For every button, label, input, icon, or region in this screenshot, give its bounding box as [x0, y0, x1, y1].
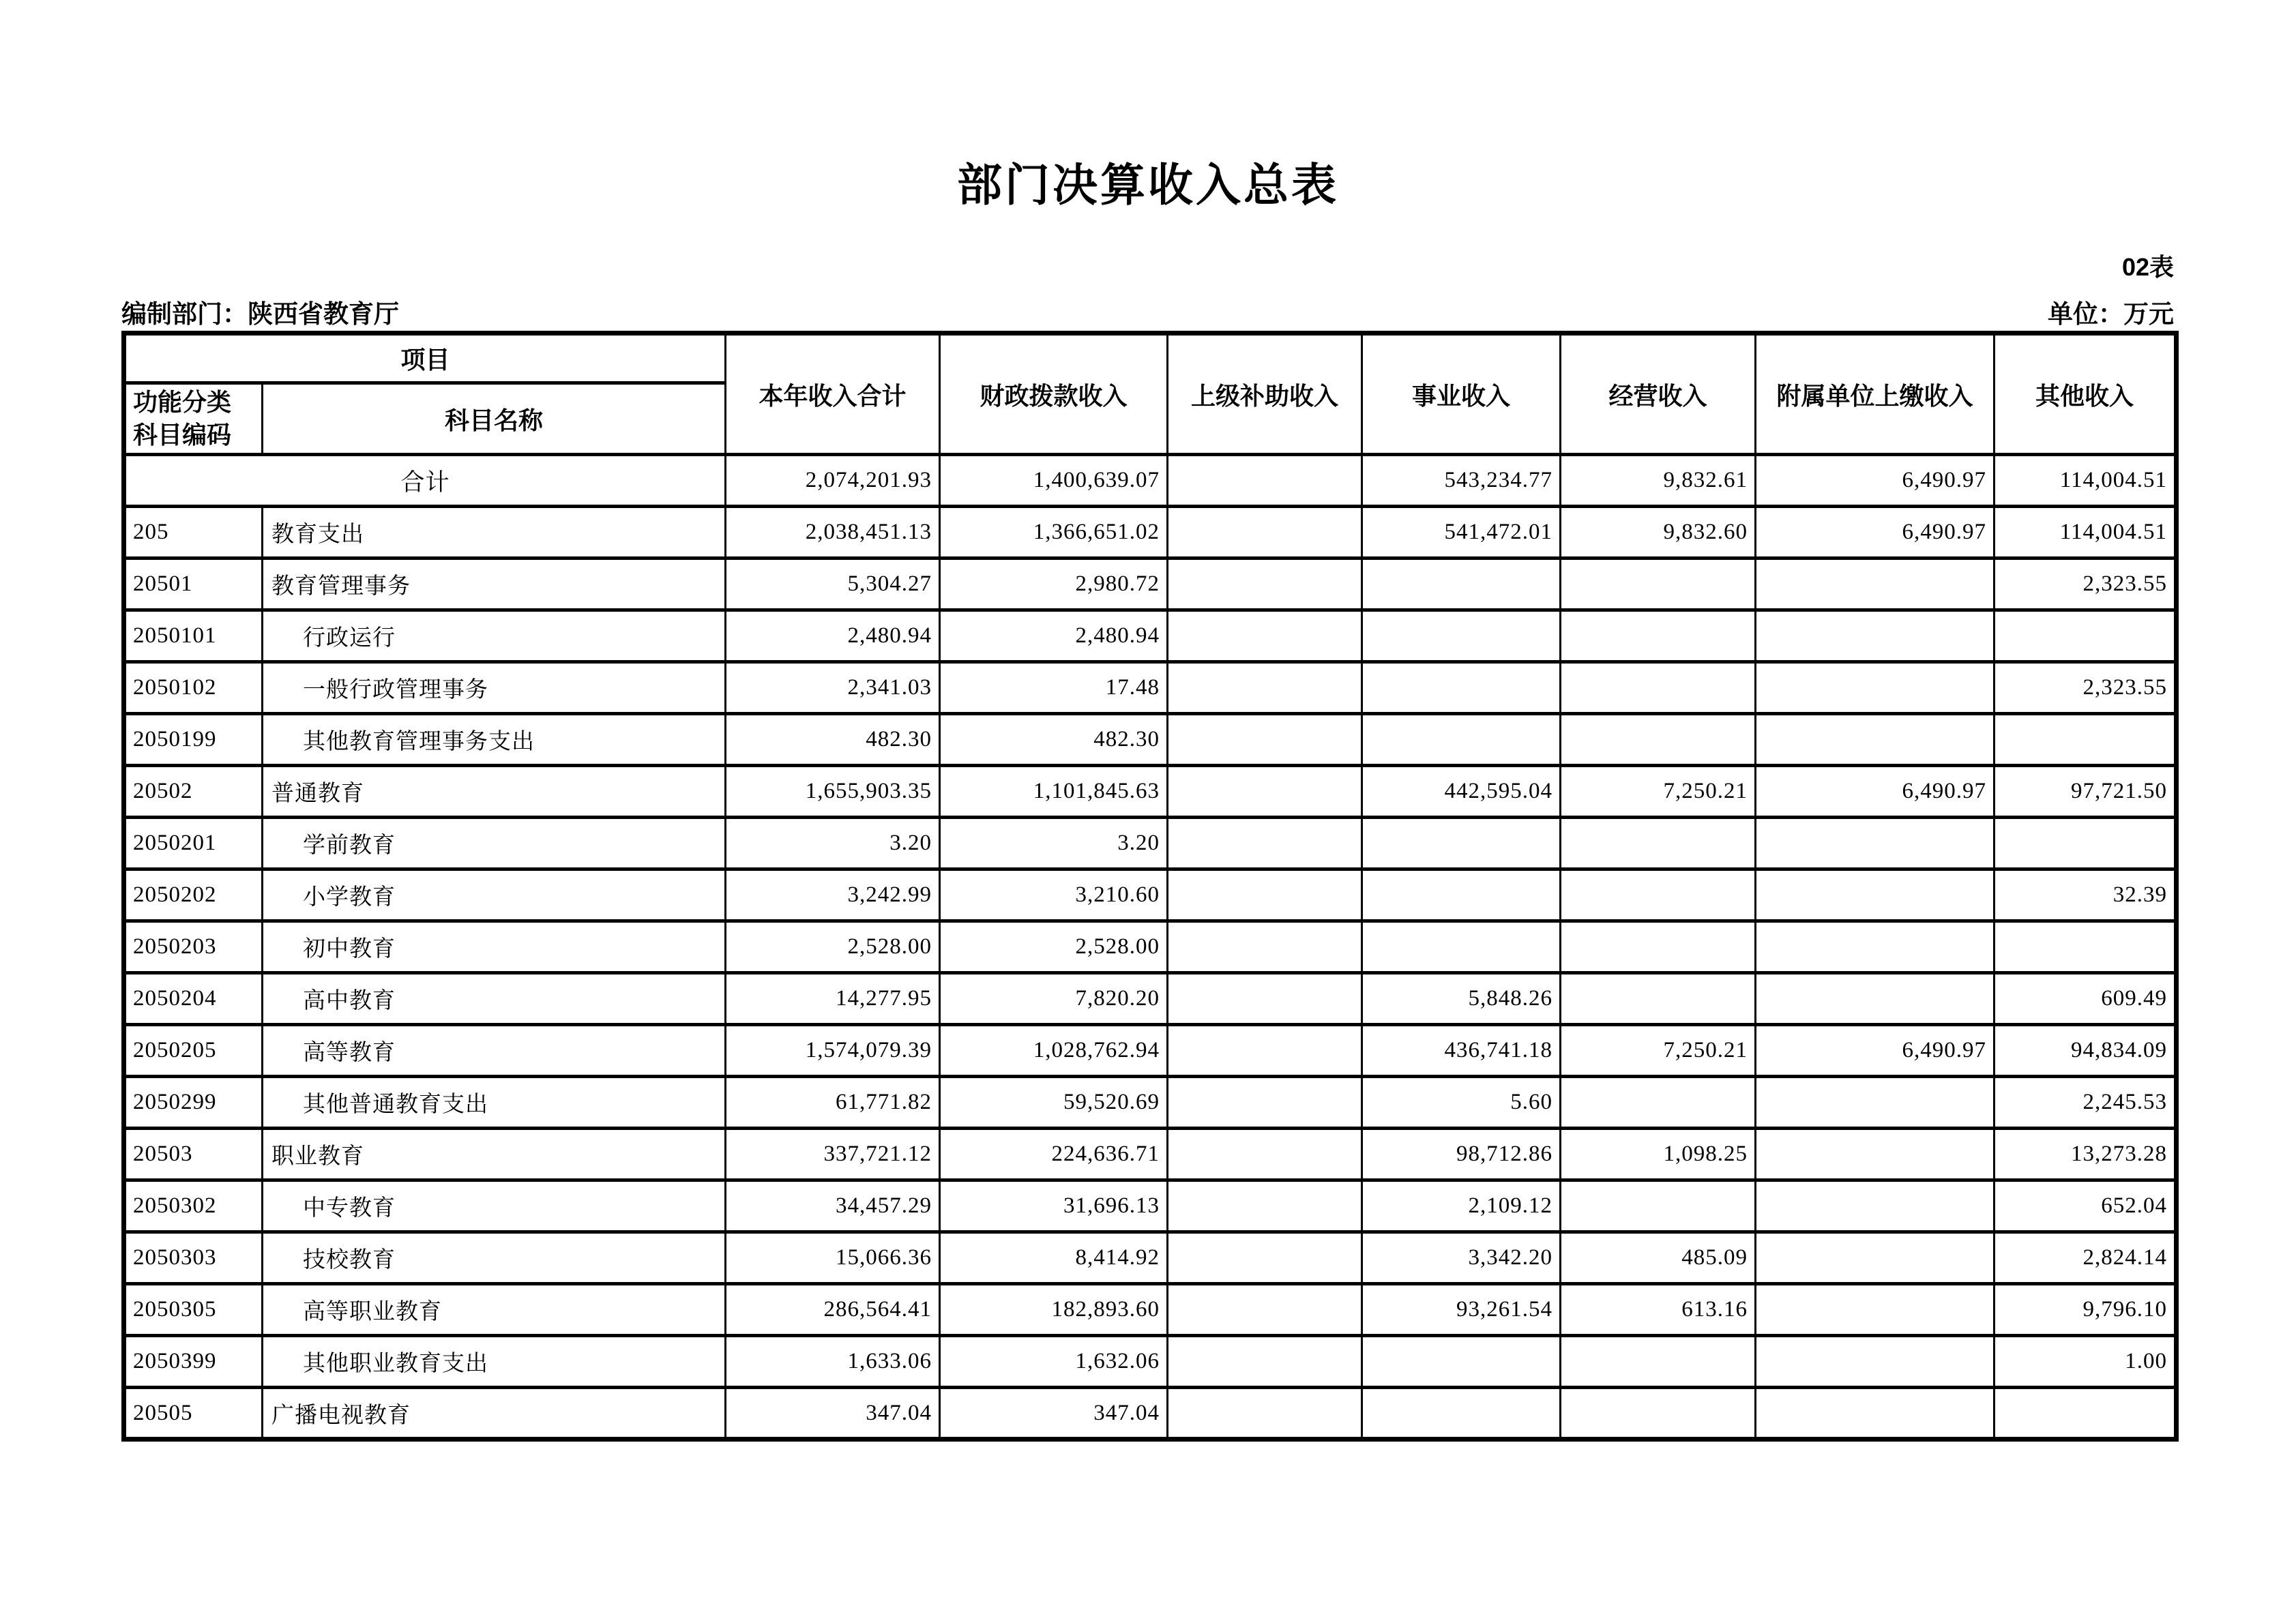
row-value: 5.60: [1362, 1077, 1561, 1129]
row-value: 442,595.04: [1362, 766, 1561, 818]
row-value: 17.48: [940, 662, 1168, 714]
row-value: [1168, 818, 1362, 869]
header-function-class-code: [124, 383, 263, 455]
row-function-code: 2050199: [124, 714, 263, 766]
row-value: 114,004.51: [1995, 507, 2177, 559]
row-value: [1168, 714, 1362, 766]
unit-label: 单位：万元: [2048, 300, 2174, 328]
row-value: 61,771.82: [726, 1077, 940, 1129]
row-value: [1168, 662, 1362, 714]
table-row: [124, 559, 2177, 610]
row-value: [1756, 1129, 1995, 1180]
row-subject-name: 一般行政管理事务: [263, 662, 726, 714]
row-value: 347.04: [726, 1388, 940, 1440]
row-value: [1362, 662, 1561, 714]
row-value: 6,490.97: [1756, 1025, 1995, 1077]
total-row-value: 114,004.51: [1995, 455, 2177, 507]
row-value: 1,028,762.94: [940, 1025, 1168, 1077]
header-col-operating-unit-income: 事业收入: [1362, 333, 1561, 455]
row-value: 224,636.71: [940, 1129, 1168, 1180]
row-value: 32.39: [1995, 869, 2177, 921]
row-value: [1168, 1388, 1362, 1440]
row-subject-name: 中专教育: [263, 1180, 726, 1232]
row-value: 13,273.28: [1995, 1129, 2177, 1180]
table-row: [124, 766, 2177, 818]
row-value: 482.30: [940, 714, 1168, 766]
table-row: [124, 610, 2177, 662]
row-value: [1756, 1284, 1995, 1336]
row-value: 2,323.55: [1995, 559, 2177, 610]
row-value: [1168, 1336, 1362, 1388]
row-subject-name: 其他职业教育支出: [263, 1336, 726, 1388]
row-function-code: 20502: [124, 766, 263, 818]
table-row: [124, 1388, 2177, 1440]
row-function-code: 20501: [124, 559, 263, 610]
row-value: [1756, 714, 1995, 766]
row-value: 337,721.12: [726, 1129, 940, 1180]
row-value: 8,414.92: [940, 1232, 1168, 1284]
row-subject-name: 小学教育: [263, 869, 726, 921]
row-subject-name: 高中教育: [263, 973, 726, 1025]
table-row: [124, 714, 2177, 766]
row-value: [1168, 1232, 1362, 1284]
row-value: [1561, 973, 1756, 1025]
row-value: [1168, 507, 1362, 559]
row-value: [1561, 921, 1756, 973]
table-row: [124, 1232, 2177, 1284]
row-value: [1168, 1180, 1362, 1232]
row-value: 182,893.60: [940, 1284, 1168, 1336]
row-function-code: 2050201: [124, 818, 263, 869]
row-value: [1362, 610, 1561, 662]
row-function-code: 2050302: [124, 1180, 263, 1232]
row-value: 1,366,651.02: [940, 507, 1168, 559]
row-value: 2,528.00: [940, 921, 1168, 973]
row-value: 436,741.18: [1362, 1025, 1561, 1077]
row-subject-name: 学前教育: [263, 818, 726, 869]
row-subject-name: 高等教育: [263, 1025, 726, 1077]
row-value: [1168, 869, 1362, 921]
row-value: [1362, 714, 1561, 766]
row-value: [1362, 559, 1561, 610]
row-value: 3.20: [940, 818, 1168, 869]
prepared-by-label: 编制部门：陕西省教育厅: [121, 300, 399, 328]
row-value: [1168, 1025, 1362, 1077]
row-value: 31,696.13: [940, 1180, 1168, 1232]
row-value: [1561, 610, 1756, 662]
row-value: [1168, 610, 1362, 662]
table-number: 02表: [2121, 253, 2174, 281]
row-value: [1168, 559, 1362, 610]
row-subject-name: 教育支出: [263, 507, 726, 559]
row-value: [1362, 921, 1561, 973]
row-value: [1756, 1336, 1995, 1388]
page-title: 部门决算收入总表: [957, 160, 1339, 210]
row-value: 1,633.06: [726, 1336, 940, 1388]
header-col-current-year-income-total: 本年收入合计: [726, 333, 940, 455]
table-row: [124, 1284, 2177, 1336]
row-function-code: 2050303: [124, 1232, 263, 1284]
row-subject-name: 普通教育: [263, 766, 726, 818]
total-row-value: [1168, 455, 1362, 507]
table-row: [124, 1336, 2177, 1388]
row-value: 7,820.20: [940, 973, 1168, 1025]
row-value: [1362, 1388, 1561, 1440]
row-function-code: 205: [124, 507, 263, 559]
row-value: [1995, 610, 2177, 662]
row-value: 3,210.60: [940, 869, 1168, 921]
row-value: [1756, 1180, 1995, 1232]
total-row: [124, 455, 2177, 507]
row-value: 2,323.55: [1995, 662, 2177, 714]
row-value: 286,564.41: [726, 1284, 940, 1336]
table-body: [124, 455, 2177, 1440]
row-value: 2,480.94: [940, 610, 1168, 662]
row-function-code: 20505: [124, 1388, 263, 1440]
row-value: 7,250.21: [1561, 766, 1756, 818]
row-value: [1561, 1388, 1756, 1440]
row-subject-name: 初中教育: [263, 921, 726, 973]
row-value: [1168, 1077, 1362, 1129]
row-value: 5,848.26: [1362, 973, 1561, 1025]
row-value: 34,457.29: [726, 1180, 940, 1232]
row-value: 7,250.21: [1561, 1025, 1756, 1077]
row-value: 485.09: [1561, 1232, 1756, 1284]
table-row: [124, 1025, 2177, 1077]
row-subject-name: 职业教育: [263, 1129, 726, 1180]
row-value: 3.20: [726, 818, 940, 869]
total-row-value: 6,490.97: [1756, 455, 1995, 507]
header-col-fiscal-appropriation-income: 财政拨款收入: [940, 333, 1168, 455]
row-subject-name: 教育管理事务: [263, 559, 726, 610]
row-value: 3,342.20: [1362, 1232, 1561, 1284]
header-row-project: [124, 333, 2177, 383]
row-value: [1362, 818, 1561, 869]
table-row: [124, 818, 2177, 869]
table-row: [124, 1180, 2177, 1232]
row-value: [1995, 1388, 2177, 1440]
header-col-affiliated-unit-remittance-income: 附属单位上缴收入: [1756, 333, 1995, 455]
row-value: 1,655,903.35: [726, 766, 940, 818]
row-value: 93,261.54: [1362, 1284, 1561, 1336]
row-value: [1168, 766, 1362, 818]
row-value: [1756, 1077, 1995, 1129]
row-value: 609.49: [1995, 973, 2177, 1025]
row-value: [1168, 1129, 1362, 1180]
row-value: [1756, 559, 1995, 610]
row-function-code: 2050203: [124, 921, 263, 973]
row-value: 2,109.12: [1362, 1180, 1561, 1232]
total-row-value: 543,234.77: [1362, 455, 1561, 507]
row-value: 2,480.94: [726, 610, 940, 662]
row-value: [1362, 869, 1561, 921]
row-value: [1756, 869, 1995, 921]
row-value: 15,066.36: [726, 1232, 940, 1284]
row-value: [1362, 1336, 1561, 1388]
row-function-code: 2050305: [124, 1284, 263, 1336]
row-value: 652.04: [1995, 1180, 2177, 1232]
table-row: [124, 921, 2177, 973]
row-value: [1168, 973, 1362, 1025]
row-function-code: 2050204: [124, 973, 263, 1025]
row-function-code: 20503: [124, 1129, 263, 1180]
row-value: 613.16: [1561, 1284, 1756, 1336]
row-value: 2,824.14: [1995, 1232, 2177, 1284]
row-function-code: 2050299: [124, 1077, 263, 1129]
total-row-value: 9,832.61: [1561, 455, 1756, 507]
header-project: 项目: [124, 333, 726, 383]
row-function-code: 2050205: [124, 1025, 263, 1077]
row-function-code: 2050102: [124, 662, 263, 714]
row-value: 347.04: [940, 1388, 1168, 1440]
income-summary-table: [121, 331, 2179, 1442]
row-value: [1756, 1388, 1995, 1440]
row-value: [1561, 662, 1756, 714]
row-value: 3,242.99: [726, 869, 940, 921]
row-value: [1561, 1180, 1756, 1232]
row-value: 98,712.86: [1362, 1129, 1561, 1180]
row-value: [1995, 714, 2177, 766]
row-value: [1168, 1284, 1362, 1336]
row-value: 9,832.60: [1561, 507, 1756, 559]
row-value: 94,834.09: [1995, 1025, 2177, 1077]
table-row: [124, 662, 2177, 714]
row-subject-name: 高等职业教育: [263, 1284, 726, 1336]
row-value: 1,632.06: [940, 1336, 1168, 1388]
total-row-value: 2,074,201.93: [726, 455, 940, 507]
row-value: 2,245.53: [1995, 1077, 2177, 1129]
row-value: [1756, 610, 1995, 662]
row-value: [1756, 921, 1995, 973]
row-function-code: 2050399: [124, 1336, 263, 1388]
row-value: 59,520.69: [940, 1077, 1168, 1129]
header-col-other-income: 其他收入: [1995, 333, 2177, 455]
row-value: 541,472.01: [1362, 507, 1561, 559]
row-value: 1,574,079.39: [726, 1025, 940, 1077]
row-value: [1561, 818, 1756, 869]
row-value: 1,101,845.63: [940, 766, 1168, 818]
row-subject-name: 技校教育: [263, 1232, 726, 1284]
header-code-line2: 科目编码: [133, 421, 232, 449]
meta-row: [121, 293, 2174, 330]
row-function-code: 2050101: [124, 610, 263, 662]
row-value: 2,528.00: [726, 921, 940, 973]
table-row: [124, 1077, 2177, 1129]
row-value: [1561, 714, 1756, 766]
table-row: [124, 973, 2177, 1025]
row-value: [1756, 973, 1995, 1025]
row-value: [1756, 818, 1995, 869]
header-col-superior-subsidy-income: 上级补助收入: [1168, 333, 1362, 455]
total-row-value: 1,400,639.07: [940, 455, 1168, 507]
header-col-business-income: 经营收入: [1561, 333, 1756, 455]
row-value: 482.30: [726, 714, 940, 766]
row-value: 2,038,451.13: [726, 507, 940, 559]
row-value: 6,490.97: [1756, 507, 1995, 559]
row-value: [1561, 869, 1756, 921]
table-header: [124, 333, 2177, 455]
row-value: 14,277.95: [726, 973, 940, 1025]
row-value: 2,341.03: [726, 662, 940, 714]
row-value: 6,490.97: [1756, 766, 1995, 818]
row-value: [1561, 559, 1756, 610]
table-row: [124, 1129, 2177, 1180]
row-value: [1995, 818, 2177, 869]
header-code-line1: 功能分类: [133, 388, 232, 417]
table-row: [124, 507, 2177, 559]
row-subject-name: 广播电视教育: [263, 1388, 726, 1440]
row-value: [1995, 921, 2177, 973]
row-subject-name: 其他普通教育支出: [263, 1077, 726, 1129]
row-subject-name: 其他教育管理事务支出: [263, 714, 726, 766]
row-function-code: 2050202: [124, 869, 263, 921]
row-subject-name: 行政运行: [263, 610, 726, 662]
row-value: 2,980.72: [940, 559, 1168, 610]
row-value: 97,721.50: [1995, 766, 2177, 818]
row-value: [1756, 662, 1995, 714]
row-value: [1561, 1077, 1756, 1129]
header-subject-name: 科目名称: [263, 383, 726, 455]
row-value: 5,304.27: [726, 559, 940, 610]
row-value: 1,098.25: [1561, 1129, 1756, 1180]
row-value: 1.00: [1995, 1336, 2177, 1388]
row-value: [1756, 1232, 1995, 1284]
total-row-label: 合计: [124, 455, 726, 507]
table-row: [124, 869, 2177, 921]
row-value: [1561, 1336, 1756, 1388]
row-value: 9,796.10: [1995, 1284, 2177, 1336]
row-value: [1168, 921, 1362, 973]
